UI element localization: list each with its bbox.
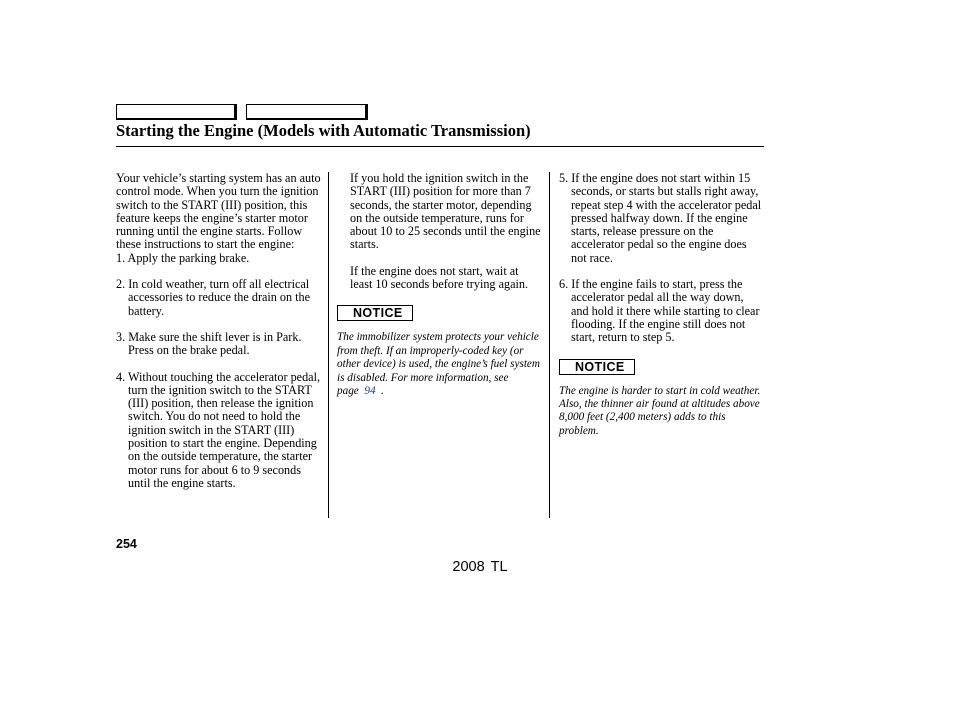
title-divider	[116, 146, 764, 147]
page-number: 254	[116, 537, 137, 551]
page-reference-link[interactable]: 94	[364, 385, 376, 397]
section-tab-2[interactable]	[246, 104, 368, 120]
footer-model-name: TL	[490, 559, 508, 575]
notice-end: .	[381, 385, 384, 397]
notice-label: NOTICE	[559, 359, 635, 375]
immobilizer-notice-text: The immobilizer system protects your vehicle from theft. If an improperly-coded key (or other device) is used, the engine’s fuel system is disabled. For more information, see page	[337, 331, 540, 397]
step-1: 1. Apply the parking brake.	[116, 250, 250, 265]
step-4: 4. Without touching the accelerator pedal, turn the ignition switch to the START (III) position, then release the ignition switch. You do not need to hold the ignition switch in the START (III) position to start the engine. Depending on the outside temperature, the starter motor runs for about 6 to 9 seconds until the engine starts.	[116, 369, 321, 490]
notice-label: NOTICE	[337, 305, 413, 321]
footer-year: 2008	[452, 559, 485, 575]
column-2	[337, 171, 542, 398]
cold-weather-notice-text: The engine is harder to start in cold weather. Also, the thinner air found at altitudes above 8,000 feet (2,400 meters) adds to this problem.	[559, 384, 761, 437]
footer-model	[0, 559, 954, 575]
hold-switch-paragraph: If you hold the ignition switch in the START (III) position for more than 7 seconds, the starter motor, depending on the outside temperature, runs for about 10 to 25 seconds until the engine starts.	[350, 171, 541, 252]
page-title: Starting the Engine (Models with Automatic Transmission)	[116, 121, 531, 140]
notice-1	[337, 305, 542, 321]
step-2: 2. In cold weather, turn off all electrical accessories to reduce the drain on the battery.	[116, 277, 311, 318]
column-divider-1	[328, 172, 329, 518]
column-1	[116, 172, 321, 490]
notice-2	[559, 359, 764, 375]
step-3: 3. Make sure the shift lever is in Park. Press on the brake pedal.	[116, 329, 302, 358]
column-3	[559, 172, 764, 438]
column-divider-2	[549, 172, 550, 518]
notice-text	[337, 331, 542, 398]
intro-paragraph: Your vehicle’s starting system has an auto control mode. When you turn the ignition switch to the START (III) position, this feature keeps the engine’s starter motor running until the engine starts. Follow these instructions to start the engine:	[116, 171, 321, 252]
section-tab-1[interactable]	[116, 104, 237, 120]
retry-paragraph: If the engine does not start, wait at least 10 seconds before trying again.	[350, 263, 529, 292]
step-6: 6. If the engine fails to start, press the accelerator pedal all the way down, and hold it there while starting to clear flooding. If the engine still does not start, return to step 5.	[559, 277, 760, 345]
step-5: 5. If the engine does not start within 15 seconds, or starts but stalls right away, repeat step 4 with the accelerator pedal pressed halfway down. If the engine starts, release pressure on the accelerator pedal so the engine does not race.	[559, 171, 762, 265]
